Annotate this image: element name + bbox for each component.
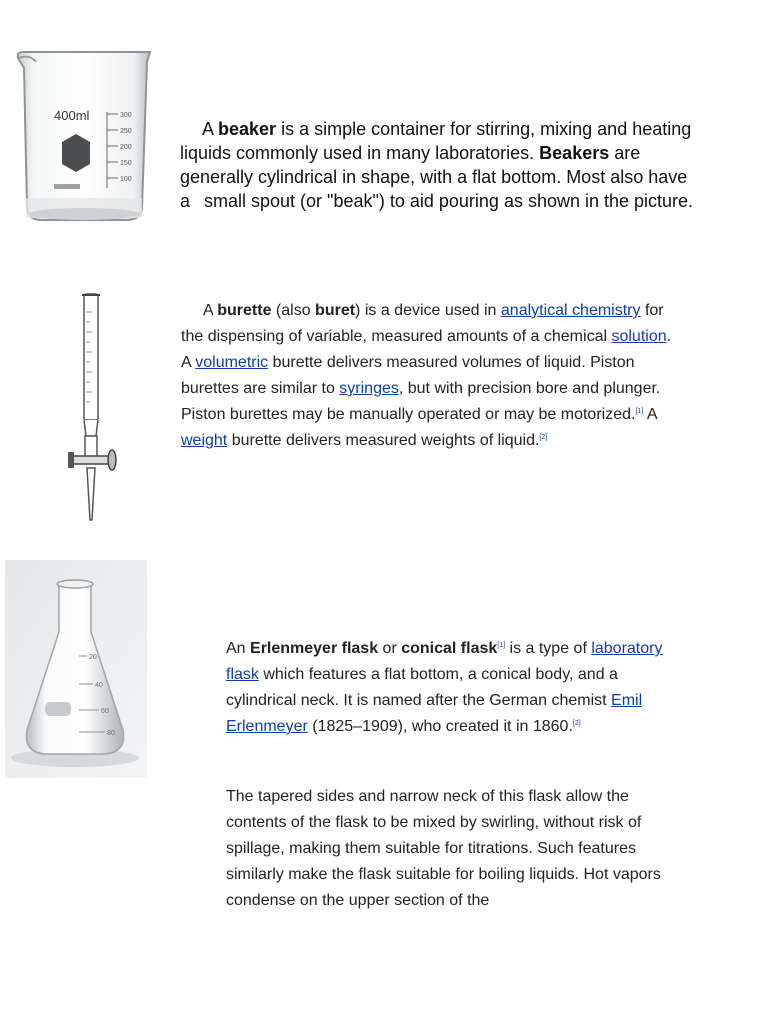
beaker-volume-label: 400ml <box>54 108 90 123</box>
flask-text-a: An <box>226 640 251 657</box>
beaker-scale-mark: 150 <box>120 160 132 167</box>
burette-text-f: . A <box>181 328 672 371</box>
burette-text-j: burette delivers measured weights of liquid. <box>227 432 540 449</box>
link-weight[interactable]: weight <box>181 432 228 449</box>
beakers-term: Beakers <box>539 143 610 163</box>
citation-ref-1[interactable]: [1] <box>635 408 644 415</box>
burette-description <box>181 298 681 454</box>
flask-scale-mark: 60 <box>101 708 109 715</box>
link-volumetric[interactable]: volumetric <box>195 354 269 371</box>
flask-scale-mark: 20 <box>89 654 97 661</box>
flask-text-e: which features a flat bottom, a conical body, and a cylindrical neck. It is named after the German chemist <box>226 666 618 709</box>
flask-description-continued: The tapered sides and narrow neck of this flask allow the contents of the flask to be mixed by swirling, without risk of spillage, making them suitable for titrations. Such features similarly make the flask suitable for boiling liquids. Hot vapors condense on the upper section of the <box>226 788 661 909</box>
beaker-term: beaker <box>218 119 277 139</box>
beaker-scale-mark: 250 <box>120 128 132 135</box>
link-laboratory-flask[interactable]: laboratory flask <box>226 640 663 683</box>
beaker-text-a: A <box>202 119 219 139</box>
burette-text-a: A <box>203 302 218 319</box>
erlenmeyer-flask-image <box>5 560 147 778</box>
beaker-description <box>180 117 700 213</box>
erlenmeyer-flask-term: Erlenmeyer flask <box>250 640 379 657</box>
flask-text-c: or <box>378 640 402 657</box>
beaker-text-e: small spout (or "beak") to aid pouring as shown in the picture. <box>204 191 694 211</box>
beaker-text-d: are generally cylindrical in shape, with a flat bottom. Most also have a <box>180 143 688 211</box>
link-solution[interactable]: solution <box>611 328 667 345</box>
beaker-text-c: is a simple container for stirring, mixing and heating liquids commonly used in many laboratories. <box>180 119 692 163</box>
flask-description <box>226 636 676 740</box>
link-syringes[interactable]: syringes <box>339 380 399 397</box>
flask-scale-mark: 40 <box>95 682 103 689</box>
beaker-scale-mark: 200 <box>120 144 132 151</box>
burette-text-g: burette delivers measured volumes of liquid. Piston burettes are similar to <box>181 354 635 397</box>
beaker-scale-mark: 100 <box>120 176 132 183</box>
flask-text-f: (1825–1909), who created it in 1860. <box>307 718 573 735</box>
burette-image <box>64 292 120 522</box>
burette-text-d: ) is a device used in <box>355 302 501 319</box>
beaker-scale-mark: 300 <box>120 112 132 119</box>
burette-text-e: for the dispensing of variable, measured amounts of a chemical <box>181 302 664 345</box>
link-emil-erlenmeyer[interactable]: Emil Erlenmeyer <box>226 692 643 735</box>
buret-term: buret <box>315 302 356 319</box>
burette-term: burette <box>217 302 272 319</box>
burette-text-c: (also <box>271 302 316 319</box>
citation-ref-2[interactable]: [2] <box>539 434 548 441</box>
link-analytical-chemistry[interactable]: analytical chemistry <box>500 302 641 319</box>
flask-text-d: is a type of <box>505 640 592 657</box>
citation-ref-2[interactable]: [2] <box>572 720 581 727</box>
flask-scale-mark: 80 <box>107 730 115 737</box>
burette-text-i: A <box>643 406 657 423</box>
citation-ref-1[interactable]: [1] <box>497 642 506 649</box>
burette-text-h: , but with precision bore and plunger. Piston burettes may be manually operated or may be motorized. <box>181 380 661 423</box>
beaker-image <box>14 48 156 230</box>
conical-flask-term: conical flask <box>401 640 498 657</box>
